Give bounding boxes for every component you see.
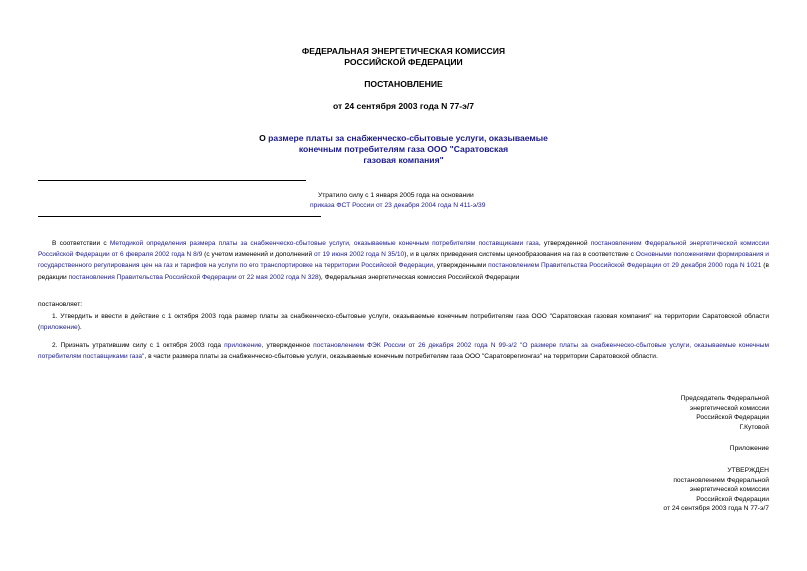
fek-resolution-99-link[interactable]: постановлением ФЭК России от 26 декабря 2002 года N 99-э/2 (313, 342, 517, 349)
preamble-text-4: ), и в целях приведения системы ценообразования на газ в соответствие с (404, 251, 636, 259)
fek-resolution-99-title-link[interactable]: "О размере платы за снабженческо-сбытовые услуги, оказываемые конечным потребителям поставщиками газа" (38, 342, 769, 360)
document-title (0, 133, 807, 166)
status-note-text: Утратило силу с 1 января 2005 года на основании (318, 192, 474, 199)
signature-line1: Председатель Федеральной (680, 395, 769, 402)
decree-word: постановляет: (38, 301, 83, 308)
item-1-paragraph (38, 311, 769, 333)
title-link-line3[interactable]: газовая компания" (363, 155, 444, 165)
signature-name: Г.Кутовой (739, 423, 769, 431)
preamble-text-1: В соответствии с (52, 240, 110, 247)
approval-block (569, 466, 769, 514)
basic-provisions-link[interactable]: Основными положениями формирования и государственного регулирования цен на газ и тарифов на услуги по его транспортировке на территории Российской Федерации (38, 251, 769, 270)
item-2-appendix-link[interactable]: приложение (224, 342, 262, 349)
methodology-link[interactable]: Методикой определения размера платы за снабженческо-сбытовые услуги, оказываемые конечным потребителям поставщиками газа (109, 240, 539, 247)
signature-line3: Российской Федерации (696, 414, 769, 422)
fek-resolution-8-9-link[interactable]: постановлением Федеральной энергетической комиссии Российской Федерации от 6 февраля 2002 года N 8/9 (38, 240, 770, 259)
item-2-text-2: , утвержденное (261, 342, 314, 349)
divider-top (38, 180, 306, 181)
preamble-text-7: ), Федеральная энергетическая комиссия Российской Федерации (318, 273, 520, 281)
preamble-text-5: , утвержденными (433, 262, 489, 270)
item-2-text-4: , в части размера платы за снабженческо-сбытовые услуги, оказываемые конечным потребителям газа ООО "Саратоврегионгаз" на территории Саратовской области. (144, 352, 658, 360)
item-2-text-1: 2. Признать утратившим силу с 1 октября 2003 года (52, 342, 225, 349)
item-2-paragraph (38, 341, 769, 362)
title-link-line1[interactable]: размере платы за снабженческо-сбытовые услуги, оказываемые (268, 133, 548, 143)
title-prefix: О (259, 133, 269, 143)
signature-line2: энергетической комиссии (689, 404, 769, 412)
signature-block (569, 394, 769, 432)
preamble-text-2: , утвержденной (538, 240, 591, 247)
approval-line3: Российской Федерации (696, 495, 769, 503)
divider-bottom (38, 216, 321, 217)
preamble-text-3: (с учетом изменений и дополнений (202, 251, 315, 259)
org-name-line2: РОССИЙСКОЙ ФЕДЕРАЦИИ (344, 57, 463, 67)
preamble-text-6: (в редакции (38, 262, 769, 281)
preamble-paragraph (38, 238, 769, 283)
org-name-line1: ФЕДЕРАЛЬНАЯ ЭНЕРГЕТИЧЕСКАЯ КОМИССИЯ (301, 46, 506, 56)
document-header (0, 46, 807, 68)
approval-line2: энергетической комиссии (689, 486, 769, 494)
status-note-link[interactable]: приказа ФСТ России от 23 декабря 2004 года N 411-э/39 (310, 202, 486, 209)
document-date: от 24 сентября 2003 года N 77-э/7 (332, 101, 475, 111)
approval-heading: УТВЕРЖДЕН (727, 467, 769, 474)
amendment-35-10-link[interactable]: от 19 июня 2002 года N 35/10 (314, 251, 405, 259)
government-resolution-328-link[interactable]: постановления Правительства Российской Федерации от 22 мая 2002 года N 328 (68, 273, 319, 281)
title-link-line2[interactable]: конечным потребителям газа ООО "Саратовская (298, 144, 509, 154)
appendix-link[interactable]: приложение (40, 324, 78, 332)
item-1-text: 1. Утвердить и ввести в действие с 1 октября 2003 года размер платы за снабженческо-сбытовые услуги, оказываемые конечным потребителям газа ООО "Саратовская газовая компания" на территории Саратовской области ( (38, 313, 769, 332)
government-resolution-1021-link[interactable]: постановлением Правительства Российской Федерации от 29 декабря 2000 года N 1021 (488, 262, 762, 270)
appendix-label: Приложение (729, 445, 769, 452)
approval-line1: постановлением Федеральной (673, 476, 769, 484)
approval-line4: от 24 сентября 2003 года N 77-э/7 (663, 505, 769, 513)
document-type: ПОСТАНОВЛЕНИЕ (364, 79, 443, 89)
item-1-end: ). (77, 324, 82, 332)
